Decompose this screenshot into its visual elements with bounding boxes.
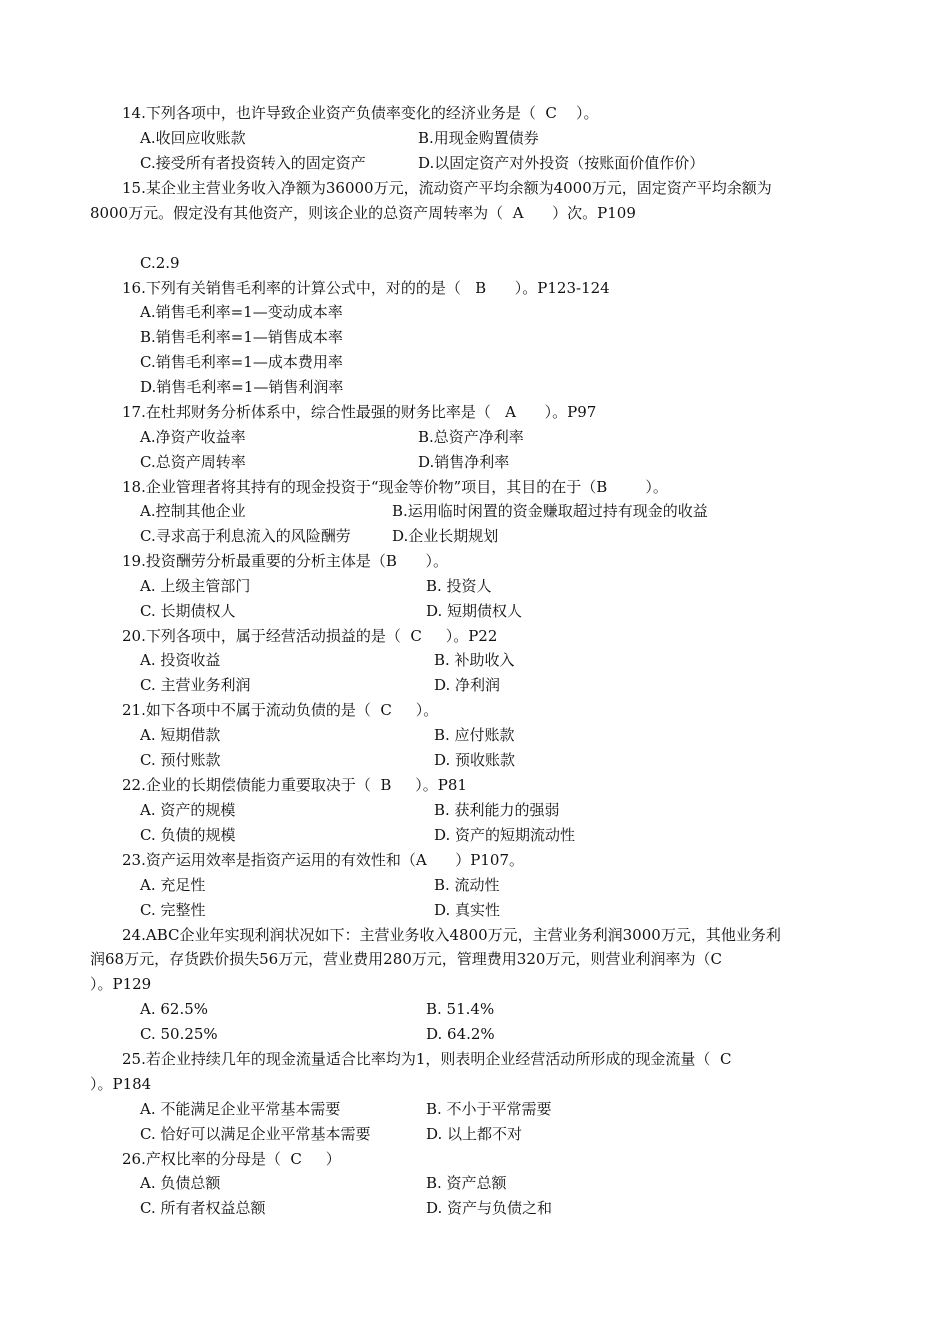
question-14-option-a: A.收回应收账款	[140, 129, 246, 147]
question-24-stem-line-2: 润68万元，存货跌价损失56万元，营业费用280万元，管理费用320万元，则营业利润率为（C	[90, 950, 722, 968]
question-25-option-d: D. 以上都不对	[426, 1125, 523, 1143]
question-22-stem: 22.企业的长期偿债能力重要取决于（ B ）。P81	[122, 776, 467, 794]
question-20-option-a: A. 投资收益	[140, 651, 221, 669]
question-24-option-c: C. 50.25%	[140, 1025, 218, 1043]
question-23-option-c: C. 完整性	[140, 901, 206, 919]
question-24-stem-line-3: ）。P129	[90, 975, 152, 993]
question-20-option-d: D. 净利润	[434, 676, 501, 694]
question-15-option-c: C.2.9	[140, 254, 180, 272]
question-22-option-b: B. 获利能力的强弱	[434, 801, 560, 819]
question-14-option-d: D.以固定资产对外投资（按账面价值作价）	[418, 154, 705, 172]
question-21-stem: 21.如下各项中不属于流动负债的是（ C ）。	[122, 701, 439, 719]
question-25-option-b: B. 不小于平常需要	[426, 1100, 552, 1118]
question-25-stem-line-1: 25.若企业持续几年的现金流量适合比率均为1，则表明企业经营活动所形成的现金流量（ C	[122, 1050, 732, 1068]
question-16-option-b: B.销售毛利率=1—销售成本率	[140, 328, 343, 346]
question-14-stem: 14.下列各项中，也许导致企业资产负债率变化的经济业务是（ C ）。	[122, 104, 599, 122]
question-23-option-b: B. 流动性	[434, 876, 500, 894]
question-21-option-a: A. 短期借款	[140, 726, 221, 744]
question-26-option-b: B. 资产总额	[426, 1174, 507, 1192]
question-19-stem: 19.投资酬劳分析最重要的分析主体是（B ）。	[122, 552, 448, 570]
question-20-stem: 20.下列各项中，属于经营活动损益的是（ C ）。P22	[122, 627, 498, 645]
question-26-stem: 26.产权比率的分母是（ C ）	[122, 1150, 341, 1168]
question-23-option-d: D. 真实性	[434, 901, 501, 919]
question-17-option-b: B.总资产净利率	[418, 428, 524, 446]
question-20-option-b: B. 补助收入	[434, 651, 515, 669]
question-18-option-a: A.控制其他企业	[140, 502, 246, 520]
question-19-option-b: B. 投资人	[426, 577, 492, 595]
question-16-option-a: A.销售毛利率=1—变动成本率	[140, 303, 343, 321]
question-17-option-a: A.净资产收益率	[140, 428, 246, 446]
question-25-option-a: A. 不能满足企业平常基本需要	[140, 1100, 341, 1118]
question-16-option-d: D.销售毛利率=1—销售利润率	[140, 378, 344, 396]
question-15-stem-line-2: 8000万元。假定没有其他资产，则该企业的总资产周转率为（ A ）次。P109	[90, 204, 636, 222]
question-19-option-d: D. 短期债权人	[426, 602, 523, 620]
question-24-option-b: B. 51.4%	[426, 1000, 495, 1018]
question-24-option-d: D. 64.2%	[426, 1025, 495, 1043]
question-25-stem-line-2: ）。P184	[90, 1075, 152, 1093]
question-25-option-c: C. 恰好可以满足企业平常基本需要	[140, 1125, 371, 1143]
question-22-option-d: D. 资产的短期流动性	[434, 826, 576, 844]
question-19-option-c: C. 长期债权人	[140, 602, 236, 620]
question-26-option-d: D. 资产与负债之和	[426, 1199, 553, 1217]
question-17-stem: 17.在杜邦财务分析体系中，综合性最强的财务比率是（ A ）。P97	[122, 403, 597, 421]
question-14-option-c: C.接受所有者投资转入的固定资产	[140, 154, 366, 172]
question-21-option-c: C. 预付账款	[140, 751, 221, 769]
question-24-stem-line-1: 24.ABC企业年实现利润状况如下：主营业务收入4800万元，主营业务利润3000万元，其他业务利	[122, 926, 781, 944]
question-14-option-b: B.用现金购置债券	[418, 129, 539, 147]
question-23-stem: 23.资产运用效率是指资产运用的有效性和（A ）P107。	[122, 851, 525, 869]
question-18-option-d: D.企业长期规划	[392, 527, 499, 545]
question-16-option-c: C.销售毛利率=1—成本费用率	[140, 353, 343, 371]
question-22-option-c: C. 负债的规模	[140, 826, 236, 844]
question-18-stem: 18.企业管理者将其持有的现金投资于“现金等价物”项目，其目的在于（B ）。	[122, 478, 668, 496]
question-19-option-a: A. 上级主管部门	[140, 577, 251, 595]
question-26-option-c: C. 所有者权益总额	[140, 1199, 266, 1217]
question-26-option-a: A. 负债总额	[140, 1174, 221, 1192]
question-24-option-a: A. 62.5%	[140, 1000, 209, 1018]
question-21-option-b: B. 应付账款	[434, 726, 515, 744]
question-17-option-d: D.销售净利率	[418, 453, 510, 471]
question-18-option-b: B.运用临时闲置的资金赚取超过持有现金的收益	[392, 502, 708, 520]
question-18-option-c: C.寻求高于利息流入的风险酬劳	[140, 527, 351, 545]
question-21-option-d: D. 预收账款	[434, 751, 516, 769]
question-15-stem-line-1: 15.某企业主营业务收入净额为36000万元，流动资产平均余额为4000万元，固定资产平均余额为	[122, 179, 772, 197]
question-16-stem: 16.下列有关销售毛利率的计算公式中，对的的是（ B ）。P123-124	[122, 279, 610, 297]
question-17-option-c: C.总资产周转率	[140, 453, 246, 471]
question-20-option-c: C. 主营业务利润	[140, 676, 251, 694]
question-22-option-a: A. 资产的规模	[140, 801, 236, 819]
question-23-option-a: A. 充足性	[140, 876, 206, 894]
